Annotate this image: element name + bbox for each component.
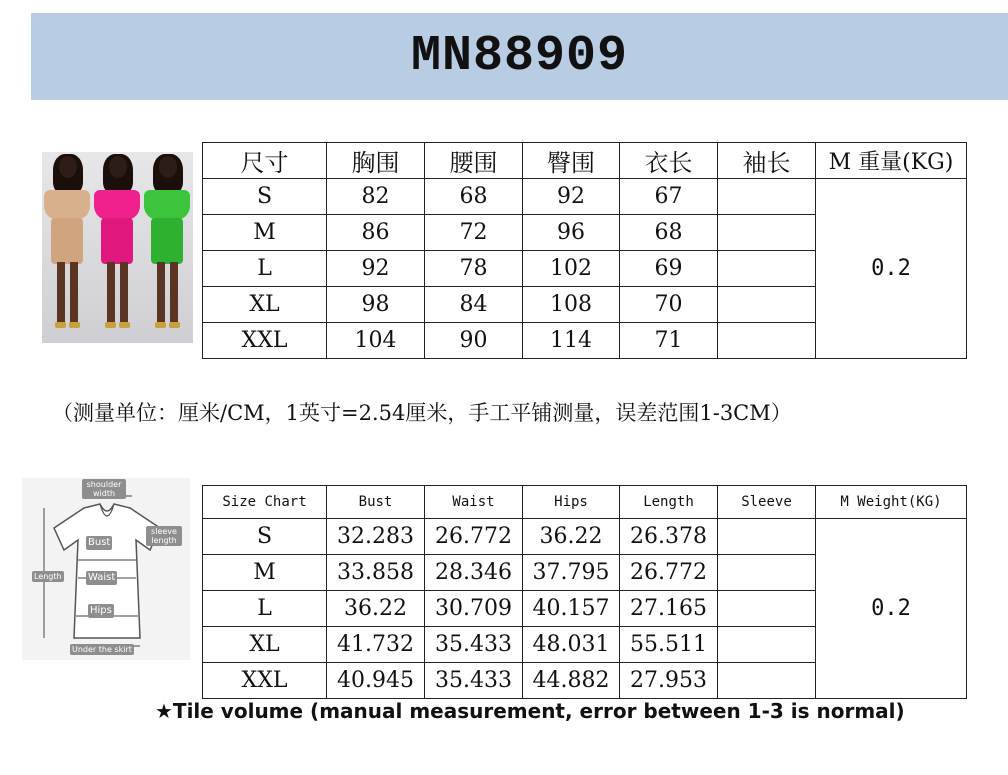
measurement-note-cn: （测量单位：厘米/CM，1英寸=2.54厘米，手工平铺测量，误差范围1-3CM）	[52, 401, 792, 425]
waist-cell: 68	[425, 179, 523, 215]
size-diagram	[22, 478, 190, 660]
shoulder-width-label: shoulder width	[82, 479, 126, 499]
sleeve-cell	[718, 251, 816, 287]
header-weight: M Weight(KG)	[816, 486, 967, 519]
header-bust: 胸围	[327, 143, 425, 179]
length-cell: 27.165	[620, 591, 718, 627]
size-cell: L	[203, 251, 327, 287]
bust-cell: 36.22	[327, 591, 425, 627]
sleeve-cell	[718, 627, 816, 663]
header-hips: 臀围	[523, 143, 620, 179]
waist-cell: 84	[425, 287, 523, 323]
size-cell: M	[203, 555, 327, 591]
hips-cell: 114	[523, 323, 620, 359]
length-cell: 55.511	[620, 627, 718, 663]
bust-cell: 82	[327, 179, 425, 215]
table-header-row	[203, 143, 967, 179]
length-cell: 27.953	[620, 663, 718, 699]
waist-cell: 30.709	[425, 591, 523, 627]
hips-cell: 44.882	[523, 663, 620, 699]
length-cell: 26.378	[620, 519, 718, 555]
product-photo	[42, 152, 193, 343]
model-figure-pink	[92, 152, 142, 343]
size-cell: XXL	[203, 663, 327, 699]
length-cell: 70	[620, 287, 718, 323]
sleeve-cell	[718, 555, 816, 591]
header-waist: 腰围	[425, 143, 523, 179]
title-banner	[31, 13, 1008, 100]
bust-cell: 41.732	[327, 627, 425, 663]
sleeve-cell	[718, 663, 816, 699]
bust-cell: 104	[327, 323, 425, 359]
size-cell: L	[203, 591, 327, 627]
header-length: 衣长	[620, 143, 718, 179]
waist-cell: 35.433	[425, 627, 523, 663]
hips-cell: 37.795	[523, 555, 620, 591]
size-cell: M	[203, 215, 327, 251]
sleeve-cell	[718, 519, 816, 555]
hips-cell: 40.157	[523, 591, 620, 627]
hips-cell: 102	[523, 251, 620, 287]
waist-label: Waist	[88, 572, 116, 583]
header-waist: Waist	[425, 486, 523, 519]
dress-outline-icon	[22, 478, 190, 660]
header-length: Length	[620, 486, 718, 519]
header-size: 尺寸	[203, 143, 327, 179]
sleeve-cell	[718, 179, 816, 215]
bust-cell: 32.283	[327, 519, 425, 555]
waist-cell: 90	[425, 323, 523, 359]
length-label: Length	[34, 572, 62, 581]
sleeve-cell	[718, 287, 816, 323]
bust-cell: 40.945	[327, 663, 425, 699]
header-size-chart: Size Chart	[203, 486, 327, 519]
sleeve-length-label: sleeve length	[146, 526, 182, 546]
hips-cell: 92	[523, 179, 620, 215]
hem-label: Under the skirt	[72, 645, 132, 654]
model-figure-beige	[42, 152, 92, 343]
length-cell: 67	[620, 179, 718, 215]
hips-cell: 36.22	[523, 519, 620, 555]
size-table-cm	[202, 142, 967, 359]
table-row	[203, 179, 967, 215]
sleeve-cell	[718, 591, 816, 627]
hips-cell: 96	[523, 215, 620, 251]
waist-cell: 78	[425, 251, 523, 287]
hips-label: Hips	[90, 605, 112, 616]
header-weight: M 重量(KG)	[816, 143, 967, 179]
length-cell: 69	[620, 251, 718, 287]
bust-label: Bust	[88, 537, 111, 548]
hips-cell: 108	[523, 287, 620, 323]
weight-cell: 0.2	[816, 519, 967, 699]
sleeve-cell	[718, 215, 816, 251]
waist-cell: 26.772	[425, 519, 523, 555]
bust-cell: 86	[327, 215, 425, 251]
bust-cell: 33.858	[327, 555, 425, 591]
header-sleeve: Sleeve	[718, 486, 816, 519]
bust-cell: 92	[327, 251, 425, 287]
size-cell: S	[203, 179, 327, 215]
hips-cell: 48.031	[523, 627, 620, 663]
header-hips: Hips	[523, 486, 620, 519]
waist-cell: 72	[425, 215, 523, 251]
model-figure-green	[142, 152, 192, 343]
sleeve-cell	[718, 323, 816, 359]
size-cell: S	[203, 519, 327, 555]
table-row	[203, 519, 967, 555]
size-cell: XL	[203, 287, 327, 323]
header-bust: Bust	[327, 486, 425, 519]
length-cell: 68	[620, 215, 718, 251]
waist-cell: 35.433	[425, 663, 523, 699]
size-cell: XXL	[203, 323, 327, 359]
length-cell: 26.772	[620, 555, 718, 591]
header-sleeve: 袖长	[718, 143, 816, 179]
waist-cell: 28.346	[425, 555, 523, 591]
length-cell: 71	[620, 323, 718, 359]
size-cell: XL	[203, 627, 327, 663]
weight-cell: 0.2	[816, 179, 967, 359]
product-code-title: MN88909	[410, 28, 629, 85]
table-header-row	[203, 486, 967, 519]
measurement-note-en: ★Tile volume (manual measurement, error between 1-3 is normal)	[155, 699, 905, 723]
bust-cell: 98	[327, 287, 425, 323]
size-table-inch	[202, 485, 967, 699]
